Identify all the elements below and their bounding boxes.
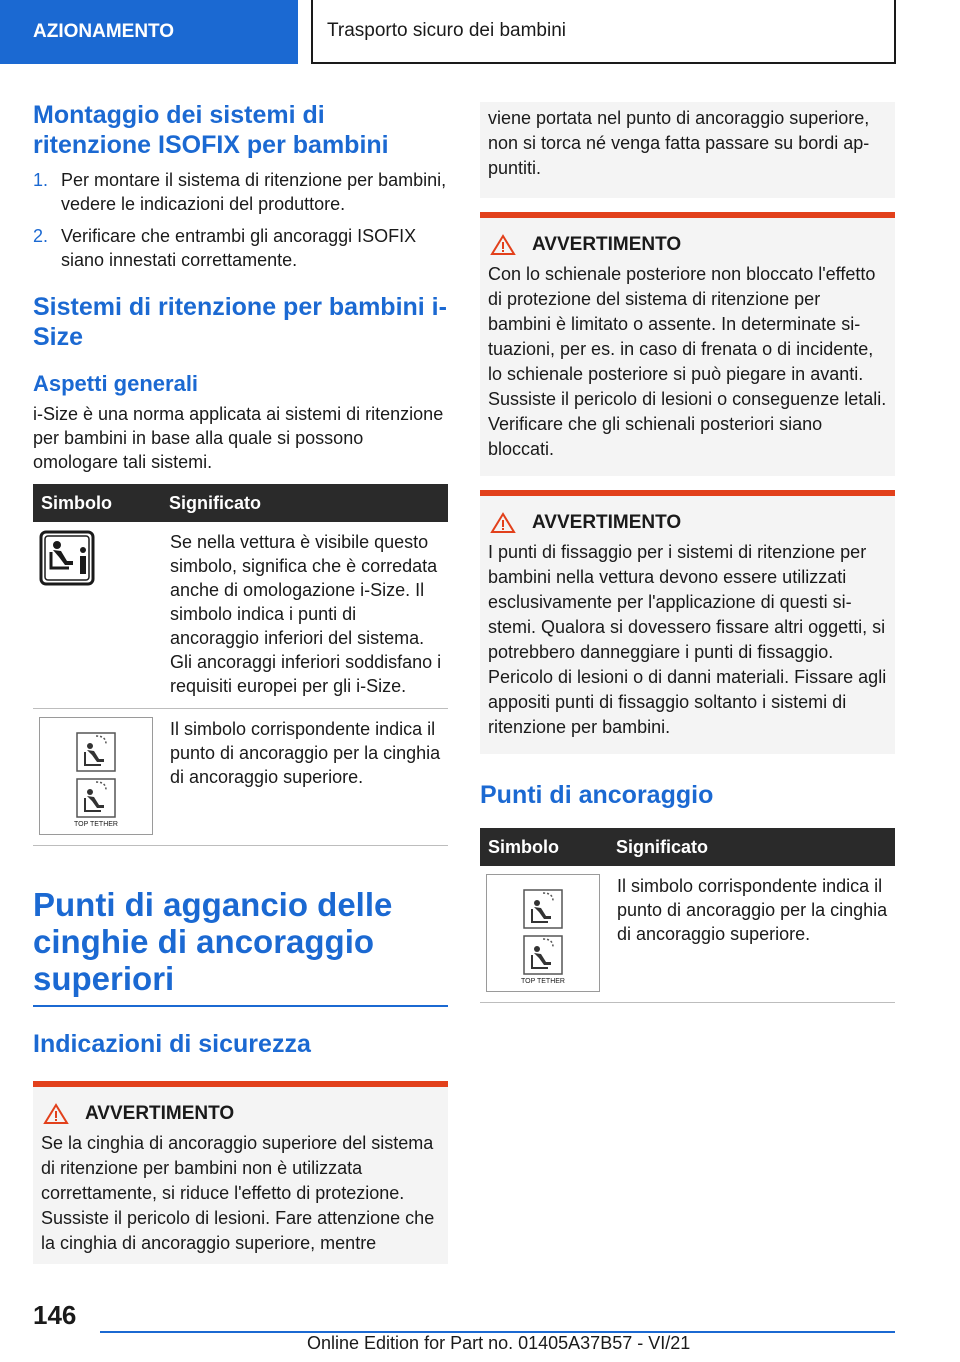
section-tab: AZIONAMENTO xyxy=(0,0,298,64)
warning-text: Con lo schienale posteriore non bloccato l'effetto di protezione del sistema di ritenzione per bambini è limitato o assente. In determinate situazioni, per es. in caso di frenata o di incidente, lo schienale posteriore si può piegare in avanti. Sussiste il pericolo di lesioni o conseguenze letali. Verificare che gli schienali posteriori siano bloccati. xyxy=(488,264,887,459)
edition-link[interactable]: Online Edition for Part no. 01405A37B57 - VI/21 xyxy=(307,1333,691,1353)
list-item xyxy=(33,168,448,216)
top-tether-symbol xyxy=(486,874,600,992)
top-tether-symbol xyxy=(39,717,153,835)
symbol-meaning: Se nella vettura è visibile questo simbolo, significa che è corredata anche di omologazione i-Size. Il simbolo indica i punti di ancoraggio inferiori del sistema. Gli ancoraggi inferiori soddisfano i requisiti europei per gli i-Size. xyxy=(161,522,448,709)
warning-text: Se la cinghia di ancoraggio superiore del sistema di ritenzione per bambini non è utilizzata correttamente, si riduce l'effetto di protezione. Sussiste il pericolo di lesioni. Fare attenzione che la cinghia di ancoraggio superiore, mentre xyxy=(41,1133,435,1253)
tether-heading: Punti di aggancio delle cinghie di ancoraggio superiori xyxy=(33,886,393,997)
right-column xyxy=(480,102,895,1003)
heading-divider xyxy=(33,1005,448,1007)
top-tether-icon xyxy=(76,732,116,772)
column-header-symbol: Simbolo xyxy=(33,484,161,522)
column-header-meaning: Significato xyxy=(608,828,895,866)
warning-triangle-icon xyxy=(490,234,516,256)
top-tether-icon xyxy=(523,935,563,975)
chapter-title: Trasporto sicuro dei bambini xyxy=(311,0,896,64)
top-tether-icon xyxy=(523,889,563,929)
warning-label: AVVERTIMENTO xyxy=(85,1103,235,1124)
step-number: 1. xyxy=(33,170,49,190)
anchors-symbol-table xyxy=(480,828,895,1003)
warning-box xyxy=(480,212,895,476)
warning-triangle-icon xyxy=(490,512,516,534)
page-number: 146 xyxy=(33,1300,77,1330)
symbol-meaning: Il simbolo corrispondente indica il punto di ancoraggio per la cinghia di ancoraggio superiore. xyxy=(161,709,448,846)
isize-subheading: Aspetti generali xyxy=(33,371,199,396)
table-row xyxy=(480,866,895,1003)
warning-text: I punti di fissaggio per i sistemi di ritenzione per bambini nella vettura devono essere utilizzati esclusivamente per l'applicazione di questi sistemi. Qualora si dovessero fissare altri oggetti, si potrebbero danneggiare i punti di fissaggio. Pericolo di lesioni o di danni materiali. Fissare agli appositi punti di fissaggio soltanto i sistemi di ritenzione per bambini. xyxy=(488,542,887,737)
warning-triangle-icon xyxy=(43,1103,69,1125)
left-column xyxy=(33,100,448,1264)
icon-caption: TOP TETHER xyxy=(521,978,565,985)
list-item xyxy=(33,224,448,272)
isofix-isize-symbol-icon xyxy=(39,530,95,586)
isofix-heading: Montaggio dei sistemi di ritenzione ISOFIX per bambini xyxy=(33,101,389,159)
top-tether-icon xyxy=(76,778,116,818)
step-number: 2. xyxy=(33,226,49,246)
column-header-meaning: Significato xyxy=(161,484,448,522)
table-row xyxy=(33,709,448,846)
isize-intro: i-Size è una norma applicata ai sistemi di ritenzione per bambini in base alla quale si possono omologare tali sistemi. xyxy=(33,404,444,472)
step-text: Verificare che entrambi gli ancoraggi ISOFIX siano innestati correttamente. xyxy=(61,226,417,270)
isize-heading: Sistemi di ritenzione per bambini i-Size xyxy=(33,293,447,351)
table-row xyxy=(33,522,448,709)
column-header-symbol: Simbolo xyxy=(480,828,608,866)
icon-caption: TOP TETHER xyxy=(74,821,118,828)
anchors-heading: Punti di ancoraggio xyxy=(480,781,714,809)
step-text: Per montare il sistema di ritenzione per bambini, vedere le indicazioni del produttore. xyxy=(61,170,447,214)
safety-heading: Indicazioni di sicurezza xyxy=(33,1030,311,1058)
isofix-steps xyxy=(33,168,448,272)
warning-label: AVVERTIMENTO xyxy=(532,234,682,255)
warning-text: viene portata nel punto di ancoraggio superiore, non si torca né venga fatta passare su bordi appuntiti. xyxy=(488,108,870,178)
isize-symbol-table xyxy=(33,484,448,846)
symbol-meaning: Il simbolo corrispondente indica il punto di ancoraggio per la cinghia di ancoraggio superiore. xyxy=(608,866,895,1003)
warning-continuation xyxy=(480,102,895,198)
warning-box xyxy=(33,1081,448,1264)
warning-box xyxy=(480,490,895,754)
warning-label: AVVERTIMENTO xyxy=(532,512,682,533)
